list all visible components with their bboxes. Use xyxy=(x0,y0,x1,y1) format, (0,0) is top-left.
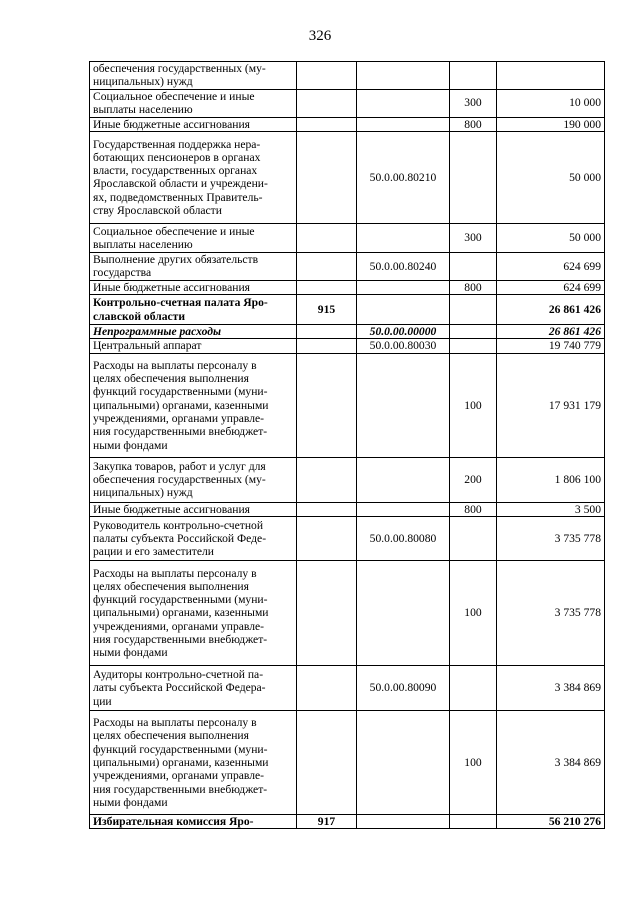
row-amount-cell: 19 740 779 xyxy=(497,339,605,353)
row-name-cell: Расходы на выплаты персоналу в целях обеспечения выполнения функций государственными (муни- ципальными) органами, казенными учреждениями, органами управле- ния государственными внебюджет- ными фондами xyxy=(90,353,297,457)
row-amount-cell: 3 500 xyxy=(497,502,605,516)
table-row xyxy=(90,131,605,223)
row-expense-type-cell: 800 xyxy=(450,117,497,131)
table-row xyxy=(90,561,605,666)
row-target-article-cell xyxy=(357,502,450,516)
row-expense-type-cell: 100 xyxy=(450,711,497,815)
table-row xyxy=(90,502,605,516)
row-target-article-cell: 50.0.00.80210 xyxy=(357,131,450,223)
table-row xyxy=(90,339,605,353)
row-amount-cell: 26 861 426 xyxy=(497,325,605,339)
row-name-cell: Центральный аппарат xyxy=(90,339,297,353)
row-ministry-code-cell xyxy=(297,325,357,339)
table-row xyxy=(90,666,605,711)
row-ministry-code-cell: 917 xyxy=(297,815,357,829)
row-target-article-cell xyxy=(357,457,450,502)
row-expense-type-cell: 100 xyxy=(450,561,497,666)
row-expense-type-cell: 300 xyxy=(450,223,497,252)
table-row xyxy=(90,517,605,561)
row-name-cell: обеспечения государственных (му- ниципальных) нужд xyxy=(90,62,297,90)
row-expense-type-cell xyxy=(450,62,497,90)
row-name-cell: Избирательная комиссия Яро- xyxy=(90,815,297,829)
row-amount-cell: 17 931 179 xyxy=(497,353,605,457)
table-row xyxy=(90,353,605,457)
row-ministry-code-cell xyxy=(297,457,357,502)
row-expense-type-cell xyxy=(450,339,497,353)
row-expense-type-cell: 200 xyxy=(450,457,497,502)
row-name-cell: Закупка товаров, работ и услуг для обеспечения государственных (му- ниципальных) нужд xyxy=(90,457,297,502)
row-expense-type-cell xyxy=(450,815,497,829)
row-amount-cell: 1 806 100 xyxy=(497,457,605,502)
row-name-cell: Иные бюджетные ассигнования xyxy=(90,117,297,131)
table-row xyxy=(90,252,605,280)
row-target-article-cell xyxy=(357,711,450,815)
row-ministry-code-cell xyxy=(297,353,357,457)
row-expense-type-cell xyxy=(450,295,497,325)
row-name-cell: Контрольно-счетная палата Яро- славской области xyxy=(90,295,297,325)
row-expense-type-cell xyxy=(450,517,497,561)
row-target-article-cell: 50.0.00.80030 xyxy=(357,339,450,353)
budget-table xyxy=(89,61,605,829)
row-ministry-code-cell xyxy=(297,502,357,516)
row-expense-type-cell: 800 xyxy=(450,280,497,294)
row-expense-type-cell xyxy=(450,666,497,711)
row-amount-cell: 3 384 869 xyxy=(497,666,605,711)
table-row xyxy=(90,711,605,815)
row-ministry-code-cell xyxy=(297,339,357,353)
table-row xyxy=(90,62,605,90)
row-ministry-code-cell xyxy=(297,280,357,294)
row-expense-type-cell: 800 xyxy=(450,502,497,516)
row-amount-cell: 10 000 xyxy=(497,89,605,117)
table-row xyxy=(90,89,605,117)
row-amount-cell xyxy=(497,62,605,90)
row-target-article-cell xyxy=(357,62,450,90)
row-target-article-cell xyxy=(357,561,450,666)
row-name-cell: Социальное обеспечение и иные выплаты населению xyxy=(90,223,297,252)
row-name-cell: Государственная поддержка нера- ботающих пенсионеров в органах власти, государственных органах Ярославской области и учреждени- ях, подведомственных Правитель- ству Ярославской области xyxy=(90,131,297,223)
table-row xyxy=(90,280,605,294)
row-ministry-code-cell xyxy=(297,223,357,252)
row-amount-cell: 624 699 xyxy=(497,252,605,280)
row-amount-cell: 26 861 426 xyxy=(497,295,605,325)
row-ministry-code-cell xyxy=(297,666,357,711)
row-amount-cell: 3 735 778 xyxy=(497,561,605,666)
row-ministry-code-cell xyxy=(297,117,357,131)
row-ministry-code-cell xyxy=(297,89,357,117)
table-row xyxy=(90,223,605,252)
row-amount-cell: 56 210 276 xyxy=(497,815,605,829)
row-amount-cell: 3 384 869 xyxy=(497,711,605,815)
row-name-cell: Непрограммные расходы xyxy=(90,325,297,339)
row-ministry-code-cell xyxy=(297,252,357,280)
row-expense-type-cell xyxy=(450,252,497,280)
row-expense-type-cell: 300 xyxy=(450,89,497,117)
table-row xyxy=(90,325,605,339)
row-target-article-cell: 50.0.00.80090 xyxy=(357,666,450,711)
row-ministry-code-cell xyxy=(297,517,357,561)
row-ministry-code-cell xyxy=(297,131,357,223)
row-target-article-cell xyxy=(357,295,450,325)
row-target-article-cell xyxy=(357,353,450,457)
row-target-article-cell xyxy=(357,117,450,131)
row-name-cell: Расходы на выплаты персоналу в целях обеспечения выполнения функций государственными (муни- ципальными) органами, казенными учреждениями, органами управле- ния государственными внебюджет- ными фондами xyxy=(90,711,297,815)
row-ministry-code-cell xyxy=(297,62,357,90)
row-expense-type-cell xyxy=(450,131,497,223)
page-number: 326 xyxy=(308,28,332,44)
row-target-article-cell xyxy=(357,815,450,829)
row-target-article-cell xyxy=(357,89,450,117)
row-ministry-code-cell: 915 xyxy=(297,295,357,325)
row-expense-type-cell xyxy=(450,325,497,339)
row-amount-cell: 50 000 xyxy=(497,131,605,223)
row-amount-cell: 50 000 xyxy=(497,223,605,252)
table-row xyxy=(90,815,605,829)
row-name-cell: Выполнение других обязательств государства xyxy=(90,252,297,280)
row-expense-type-cell: 100 xyxy=(450,353,497,457)
row-amount-cell: 624 699 xyxy=(497,280,605,294)
row-target-article-cell: 50.0.00.00000 xyxy=(357,325,450,339)
row-target-article-cell: 50.0.00.80240 xyxy=(357,252,450,280)
table-row xyxy=(90,295,605,325)
row-name-cell: Расходы на выплаты персоналу в целях обеспечения выполнения функций государственными (муни- ципальными) органами, казенными учреждениями, органами управле- ния государственными внебюджет- ными фондами xyxy=(90,561,297,666)
row-name-cell: Иные бюджетные ассигнования xyxy=(90,280,297,294)
row-target-article-cell xyxy=(357,280,450,294)
row-amount-cell: 190 000 xyxy=(497,117,605,131)
row-name-cell: Социальное обеспечение и иные выплаты населению xyxy=(90,89,297,117)
row-name-cell: Аудиторы контрольно-счетной па- латы субъекта Российской Федера- ции xyxy=(90,666,297,711)
row-target-article-cell: 50.0.00.80080 xyxy=(357,517,450,561)
row-name-cell: Руководитель контрольно-счетной палаты субъекта Российской Феде- рации и его заместители xyxy=(90,517,297,561)
row-name-cell: Иные бюджетные ассигнования xyxy=(90,502,297,516)
row-amount-cell: 3 735 778 xyxy=(497,517,605,561)
row-target-article-cell xyxy=(357,223,450,252)
row-ministry-code-cell xyxy=(297,711,357,815)
row-ministry-code-cell xyxy=(297,561,357,666)
table-row xyxy=(90,117,605,131)
table-row xyxy=(90,457,605,502)
